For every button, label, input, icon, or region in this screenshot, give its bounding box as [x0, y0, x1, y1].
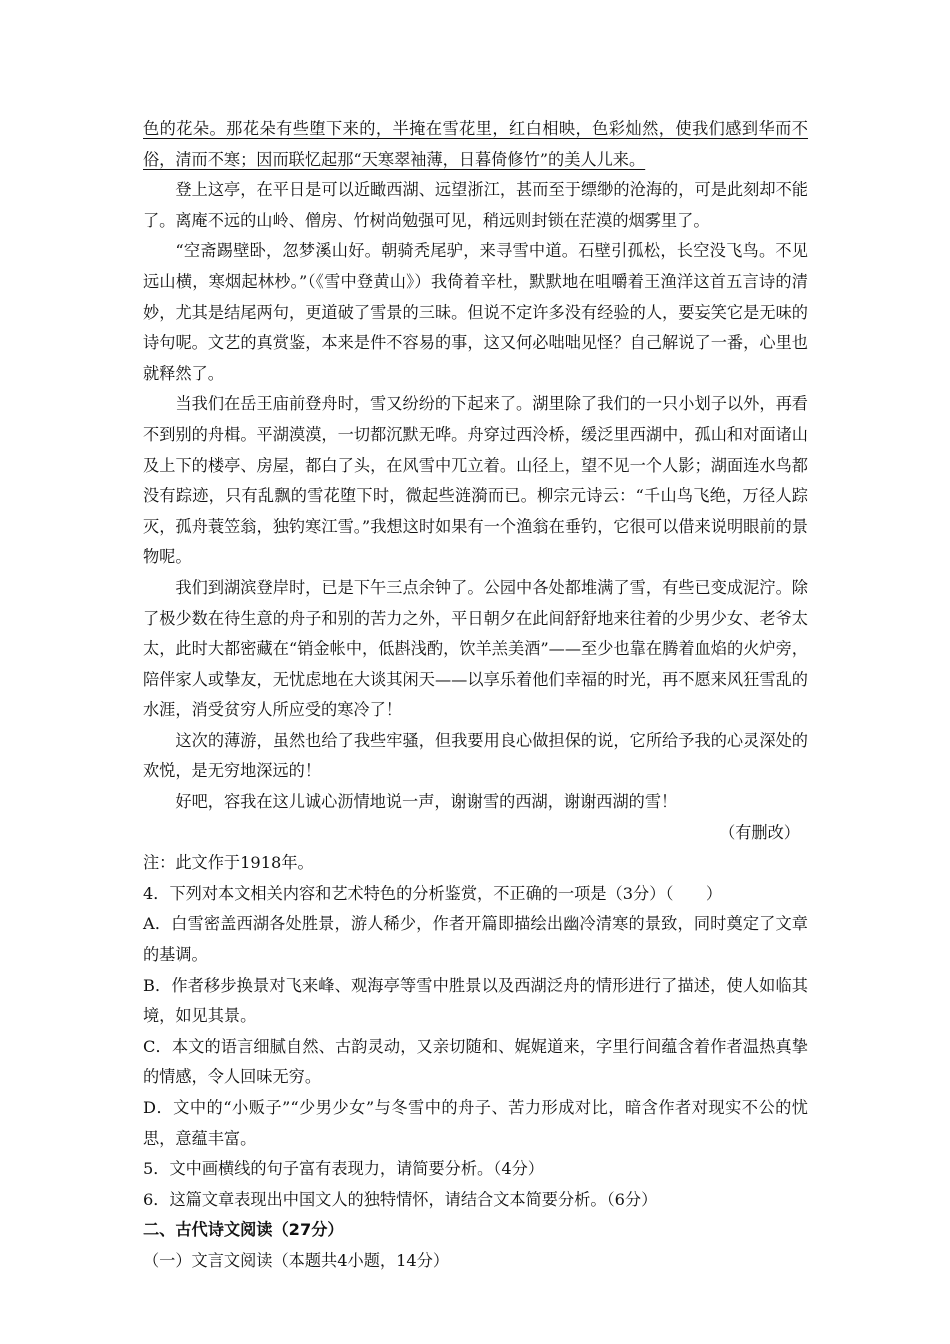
subsection-title: （一）文言文阅读（本题共4小题，14分）	[143, 1250, 450, 1270]
paragraph-shore: 我们到湖滨登岸时，已是下午三点余钟了。公园中各处都堆满了雪，有些已变成泥泞。除了极少数在待生意的舟子和别的苦力之外，平日朝夕在此间舒舒地来往着的少男少女、老爷太太，此时大都密藏在“销金帐中，低斟浅酌，饮羊羔美酒”——至少也靠在腾着血焰的火炉旁，陪伴家人或挚友，无忧虑地在大谈其闲天——以享乐着他们幸福的时光，再不愿来风狂雪乱的水涯，消受贫穷人所应受的寒冷了！	[143, 577, 808, 720]
question-4-option-c: C．本文的语言细腻自然、古韵灵动，又亲切随和、娓娓道来，字里行间蕴含着作者温热真挚的情感，令人回味无穷。	[143, 1036, 808, 1087]
underlined-sentence: 色的花朵。那花朵有些堕下来的，半掩在雪花里，红白相映，色彩灿然，使我们感到华而不俗，清而不寒；因而联忆起那“天寒翠袖薄，日暮倚修竹”的美人儿来。	[143, 119, 808, 169]
question-4-option-d: D．文中的“小贩子”“少男少女”与冬雪中的舟子、苦力形成对比，暗含作者对现实不公的忧思，意蕴丰富。	[143, 1098, 808, 1148]
question-4-option-b: B．作者移步换景对飞来峰、观海亭等雪中胜景以及西湖泛舟的情形进行了描述，使人如临其境，如见其景。	[143, 975, 808, 1026]
section-title: 二、古代诗文阅读（27分）	[143, 1220, 344, 1240]
question-6: 6．这篇文章表现出中国文人的独特情怀，请结合文本简要分析。（6分）	[143, 1189, 658, 1209]
paragraph-boat: 当我们在岳王庙前登舟时，雪又纷纷的下起来了。湖里除了我们的一只小划子以外，再看不到别的舟楫。平湖漠漠，一切都沉默无哗。舟穿过西泠桥，缓泛里西湖中，孤山和对面诸山及上下的楼亭、房屋，都白了头，在风雪中兀立着。山径上，望不见一个人影；湖面连水鸟都没有踪迹，只有乱飘的雪花堕下时，微起些涟漪而已。柳宗元诗云：“千山鸟飞绝，万径人踪灭，孤舟蓑笠翁，独钓寒江雪。”我想这时如果有一个渔翁在垂钓，它很可以借来说明眼前的景物呢。	[143, 394, 808, 567]
paragraph-thanks: 好吧，容我在这儿诚心沥情地说一声，谢谢雪的西湖，谢谢西湖的雪！	[175, 792, 678, 812]
footnote: 注：此文作于1918年。	[143, 853, 314, 873]
paragraph-joy: 这次的薄游，虽然也给了我些牢骚，但我要用良心做担保的说，它所给予我的心灵深处的欢悦，是无穷地深远的！	[143, 730, 808, 781]
question-4-stem: 4．下列对本文相关内容和艺术特色的分析鉴赏，不正确的一项是（3分）（ ）	[143, 883, 723, 903]
paragraph-pavilion: 登上这亭，在平日是可以近瞰西湖、远望浙江，甚而至于缥缈的沧海的，可是此刻却不能了。离庵不远的山岭、僧房、竹树尚勉强可见，稍远则封锁在茫漠的烟雾里了。	[143, 180, 808, 230]
source-note: （有删改）	[719, 822, 800, 842]
document-page	[143, 114, 808, 1277]
question-5: 5．文中画横线的句子富有表现力，请简要分析。（4分）	[143, 1159, 544, 1179]
paragraph-poem: “空斋踢壁卧，忽梦溪山好。朝骑秃尾驴，来寻雪中道。石壁引孤松，长空没飞鸟。不见远山横，寒烟起林杪。”（《雪中登黄山》）我倚着辛杜，默默地在咀嚼着王渔洋这首五言诗的清妙，尤其是结尾两句，更道破了雪景的三昧。但说不定许多没有经验的人，要妄笑它是无味的诗句呢。文艺的真赏鉴，本来是件不容易的事，这又何必咄咄见怪？自己解说了一番，心里也就释然了。	[143, 241, 808, 383]
question-4-option-a: A．白雪密盖西湖各处胜景，游人稀少，作者开篇即描绘出幽冷清寒的景致，同时奠定了文章的基调。	[143, 914, 808, 965]
